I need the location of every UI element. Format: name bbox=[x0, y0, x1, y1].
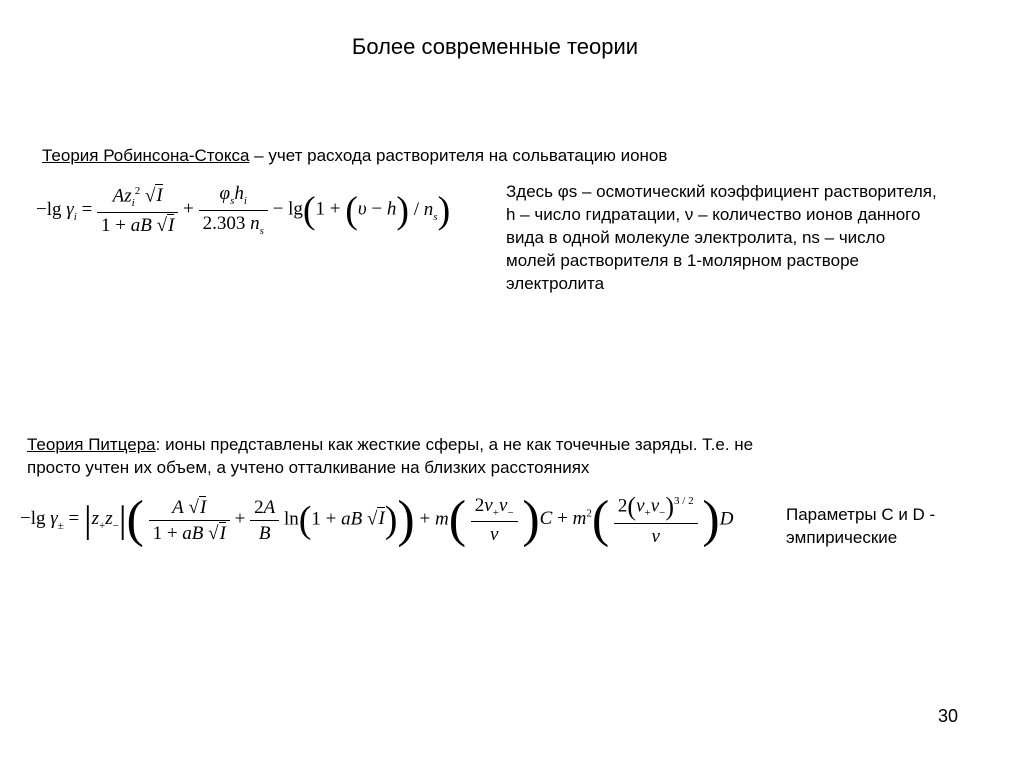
pitzer-description-2: просто учтен их объем, а учтено отталкивание на близких расстояниях bbox=[27, 458, 590, 477]
pitzer-description-1: : ионы представлены как жесткие сферы, а не как точечные заряды. Т.е. не bbox=[155, 435, 754, 454]
note-line-1: Здесь φs – осмотический коэффициент растворителя, bbox=[506, 182, 937, 201]
note-line-2: h – число гидратации, ν – количество ионов данного bbox=[506, 205, 921, 224]
pitzer-theory-name: Теория Питцера bbox=[27, 435, 156, 454]
note-line-3: вида в одной молекуле электролита, ns – число bbox=[506, 228, 886, 247]
robinson-stokes-heading bbox=[42, 144, 667, 167]
params-line-2: эмпирические bbox=[786, 528, 898, 547]
robinson-stokes-theory-name: Теория Робинсона-Стокса bbox=[42, 146, 250, 165]
robinson-stokes-formula: −lg $\gamma_i$ = $\frac{Az_i^2 √I}{1 + aB √I}$ + $\frac{\varphi_sh_i}{2.303 n_s}$ − $\lg(1 + (\upsilon - h) / n_s)$ bbox=[36, 183, 451, 237]
robinson-stokes-note bbox=[506, 180, 1016, 295]
params-line-1: Параметры C и D - bbox=[786, 505, 936, 524]
robinson-stokes-description: – учет расхода растворителя на сольватацию ионов bbox=[249, 146, 668, 165]
note-line-4: молей растворителя в 1-молярном растворе bbox=[506, 251, 860, 270]
pitzer-formula: −lg $\gamma_\pm = |z_+z_-|$( $\frac{A √I}{1 + aB √I}$ + $\frac{2A}{B}$ ln(1 + aB √I)) + m( $\frac{2\nu_+\nu_-}{\nu}$ )$C + m^2$( $\frac{2(\nu_+\nu_-)^{3 / 2}}{\nu}$ )D bbox=[20, 491, 734, 548]
pitzer-params-note bbox=[786, 503, 935, 549]
note-line-5: электролита bbox=[506, 274, 605, 293]
pitzer-heading bbox=[27, 433, 987, 479]
page-number: 30 bbox=[938, 706, 959, 726]
slide-title: Более современные теории bbox=[351, 34, 639, 59]
